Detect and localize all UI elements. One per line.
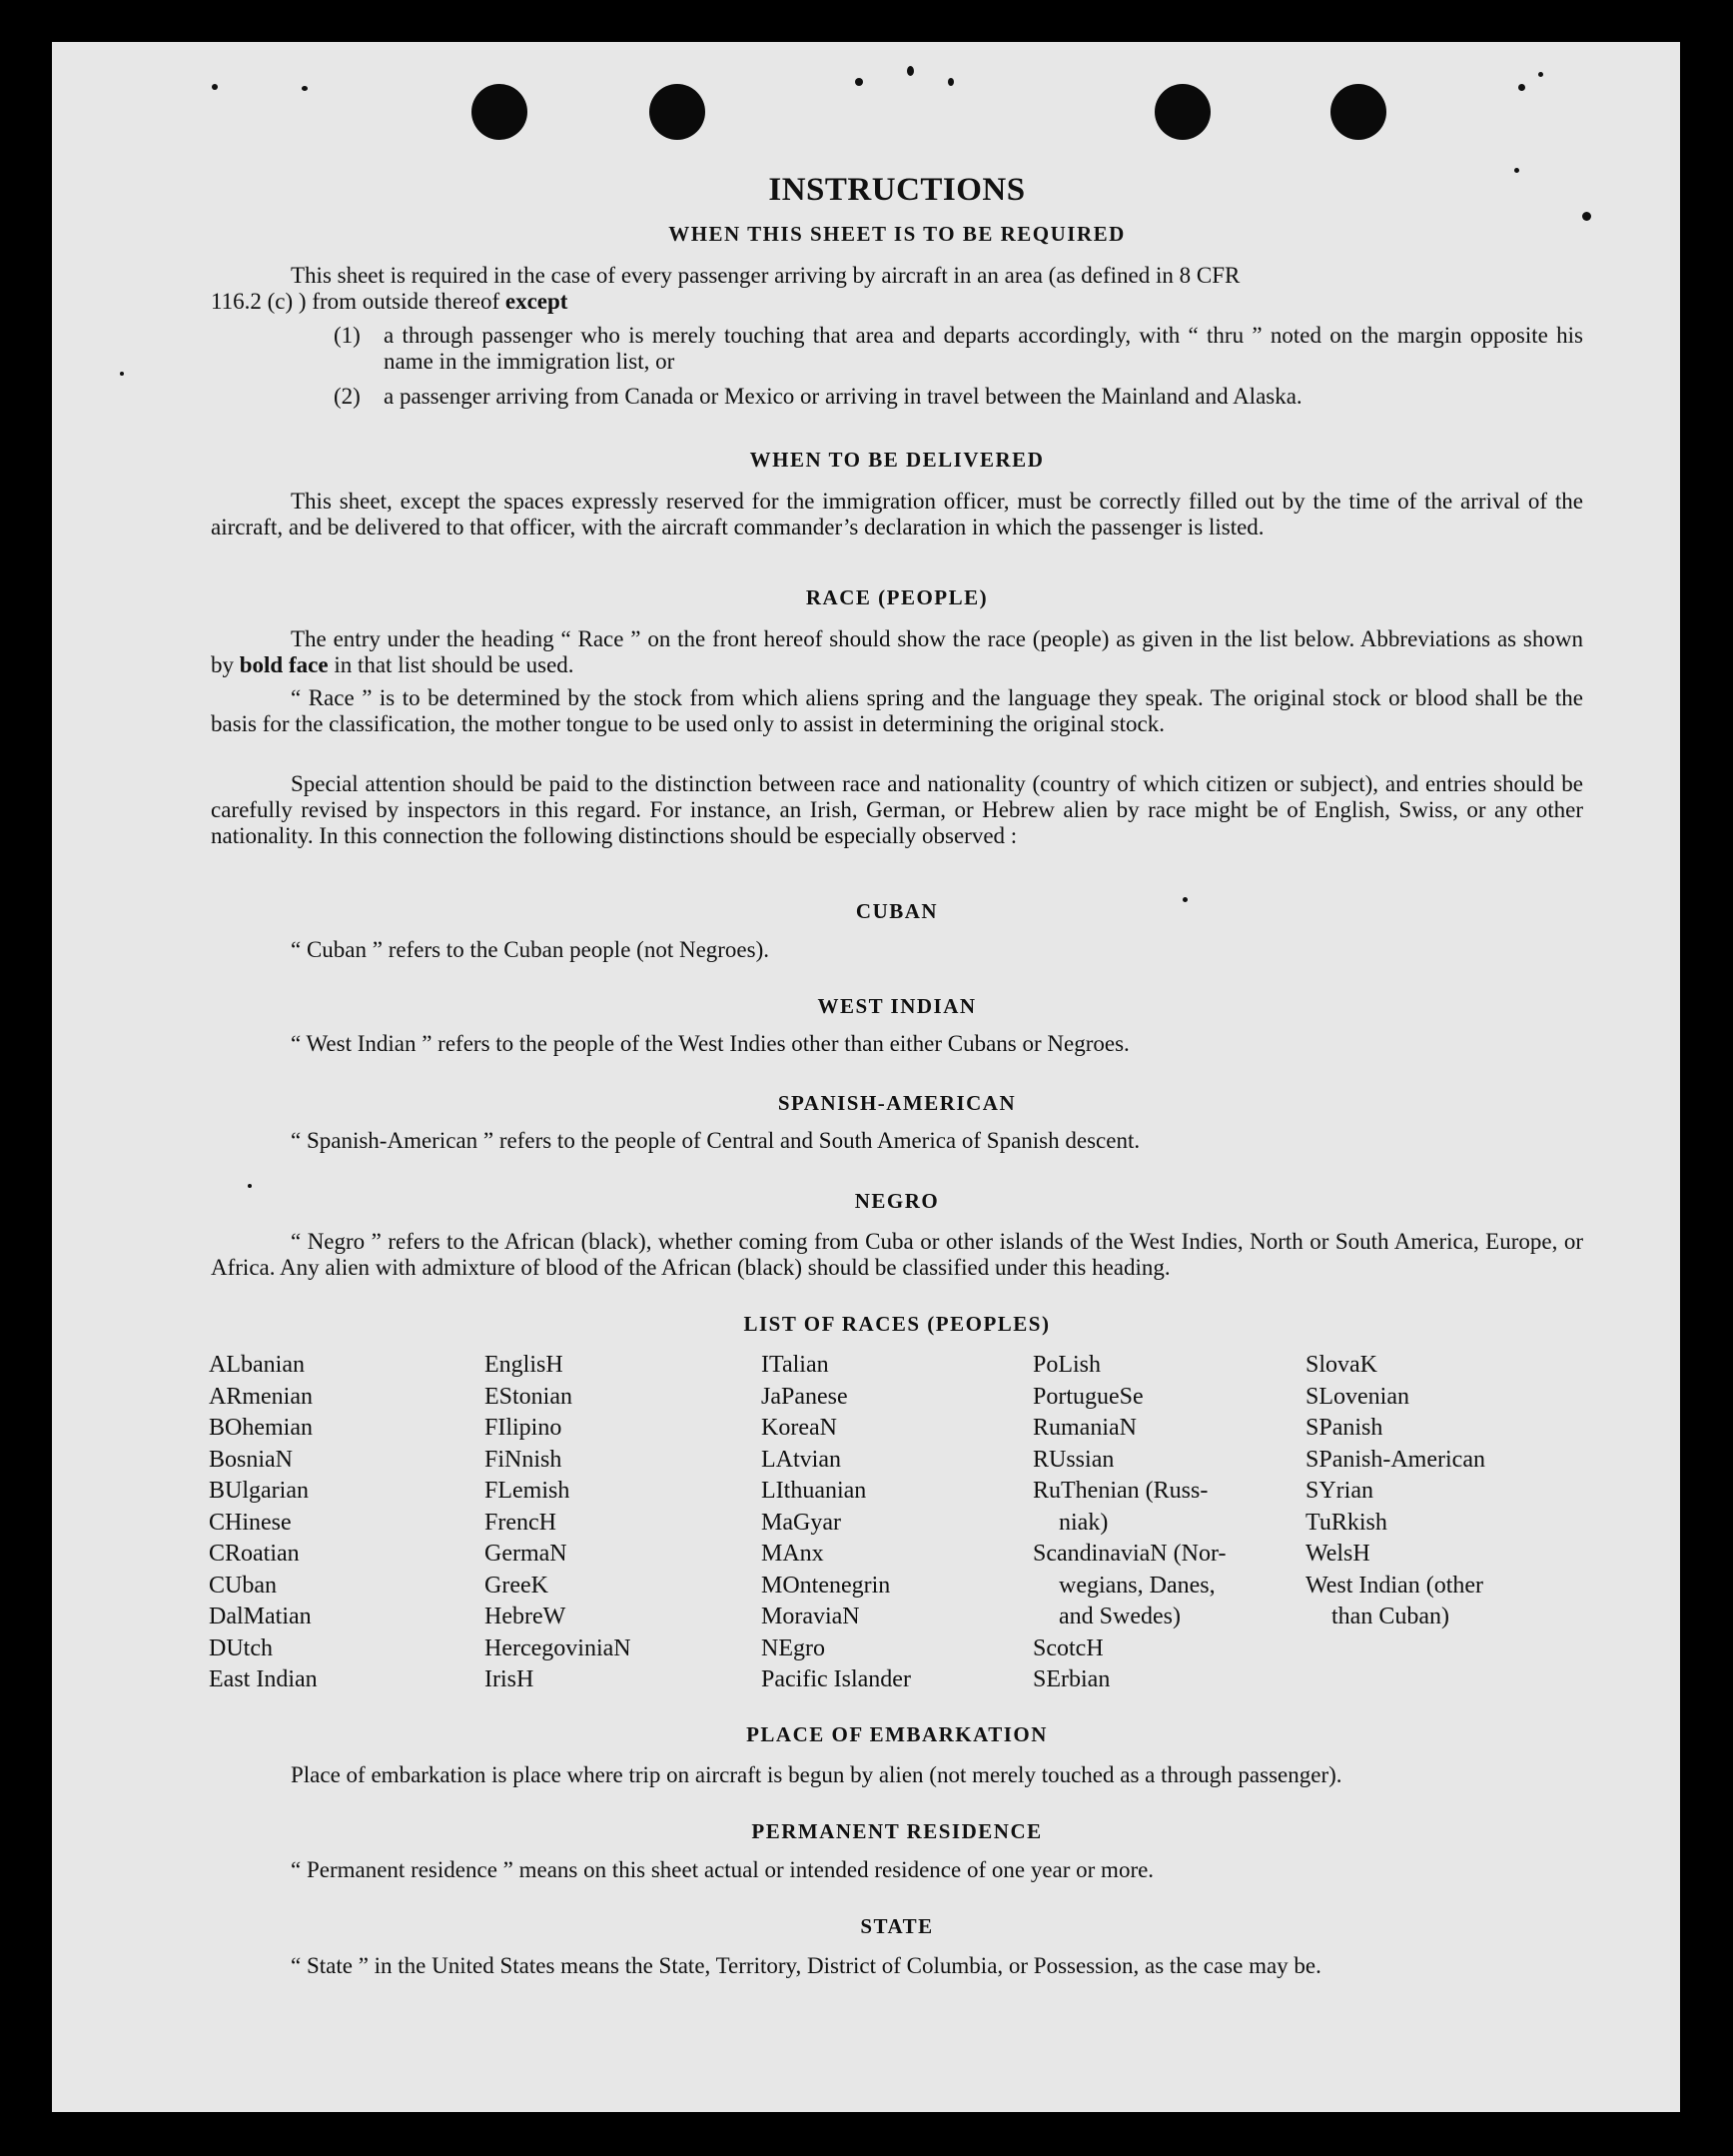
race-entry: DUtch — [209, 1634, 273, 1661]
race-entry: than Cuban) — [1331, 1604, 1449, 1629]
race-entry: SPanish-American — [1305, 1446, 1485, 1473]
race-entry: LAtvian — [761, 1446, 841, 1473]
race-entry: EStonian — [484, 1383, 572, 1410]
scan-speck — [302, 86, 308, 91]
race-entry: West Indian (other — [1305, 1572, 1484, 1599]
heading-spanish-american: SPANISH-AMERICAN — [777, 1091, 1017, 1115]
race-entry: BOhemian — [209, 1415, 313, 1441]
paragraph-state: “ State ” in the United States means the State, Territory, District of Columbia, or Possession, as the case may be. — [291, 1953, 1321, 1978]
page-title: INSTRUCTIONS — [768, 172, 1026, 208]
scan-speck — [120, 372, 124, 376]
race-entry: FiNnish — [484, 1446, 562, 1473]
heading-race: RACE (PEOPLE) — [805, 585, 989, 609]
race-entry: GreeK — [484, 1572, 548, 1599]
race-entry: PortugueSe — [1033, 1383, 1144, 1410]
paragraph-residence: “ Permanent residence ” means on this sheet actual or intended residence of one year or more. — [291, 1857, 1155, 1882]
race-entry: SLovenian — [1305, 1383, 1409, 1410]
heading-state: STATE — [860, 1914, 934, 1938]
race-entry: SYrian — [1305, 1478, 1373, 1504]
race-entry: ScotcH — [1033, 1634, 1104, 1661]
exception-item-2: (2) a passenger arriving from Canada or Mexico or arriving in travel between the Mainland and Alaska. — [334, 384, 1302, 409]
race-entry: RUssian — [1033, 1446, 1115, 1473]
race-entry: NEgro — [761, 1634, 825, 1661]
race-entry: PoLish — [1033, 1352, 1102, 1378]
race-entry: MAnx — [761, 1541, 824, 1567]
paragraph-race-1: The entry under the heading “ Race ” on the front hereof should show the race (people) as given in the list below. Abbreviations as shown by bold face in that list should be used. — [211, 626, 1583, 677]
race-entry: MOntenegrin — [761, 1572, 891, 1599]
race-entry: MoraviaN — [761, 1604, 860, 1629]
exception-item-1: (1) a through passenger who is merely touching that area and departs accordingly, with “ thru ” noted on the margin opposite his name in the immigration list, or — [334, 323, 1583, 374]
race-entry: DalMatian — [209, 1604, 312, 1629]
race-column-1 — [209, 1350, 318, 1696]
race-entry: SErbian — [1033, 1666, 1111, 1692]
paragraph-negro: “ Negro ” refers to the African (black), whether coming from Cuba or other islands of the West Indies, North or South America, Europe, or Africa. Any alien with admixture of blood of the African (black) should be classified under this heading. — [211, 1229, 1583, 1280]
scan-speck — [1518, 84, 1525, 91]
paragraph-embarkation: Place of embarkation is place where trip on aircraft is begun by alien (not merely touched as a through passenger). — [291, 1762, 1342, 1787]
race-entry: BosniaN — [209, 1446, 293, 1473]
race-entry: KoreaN — [761, 1415, 837, 1441]
paragraph-race-3: Special attention should be paid to the distinction between race and nationality (country of which citizen or subject), and entries should be carefully revised by inspectors in this regard. For instance, an Irish, German, or Hebrew alien by race might be of English, Swiss, or any other nationality. In this connection the following distinctions should be especially observed : — [211, 771, 1583, 848]
race-entry: ALbanian — [209, 1352, 305, 1378]
scan-speck — [855, 78, 863, 86]
punch-hole-3 — [1155, 84, 1211, 140]
heading-when-required: WHEN THIS SHEET IS TO BE REQUIRED — [668, 222, 1126, 246]
heading-residence: PERMANENT RESIDENCE — [751, 1819, 1043, 1843]
race-list — [211, 1350, 1583, 1699]
heading-cuban: CUBAN — [855, 899, 939, 923]
race-entry: FIlipino — [484, 1415, 562, 1441]
race-entry: FrencH — [484, 1509, 556, 1536]
race-entry: CUban — [209, 1572, 277, 1599]
race-entry: and Swedes) — [1059, 1604, 1181, 1629]
scan-speck — [1582, 212, 1591, 221]
heading-west-indian: WEST INDIAN — [817, 994, 977, 1018]
document-page — [52, 42, 1680, 2112]
heading-list-of-races: LIST OF RACES (PEOPLES) — [743, 1312, 1051, 1336]
heading-negro: NEGRO — [854, 1189, 940, 1213]
paragraph-when-required: This sheet is required in the case of every passenger arriving by aircraft in an area (as defined in 8 CFR 116.2 (c) ) from outside thereof except — [211, 263, 1241, 314]
scan-speck — [248, 1184, 252, 1188]
punch-hole-1 — [471, 84, 527, 140]
punch-hole-4 — [1330, 84, 1386, 140]
race-column-2 — [484, 1350, 631, 1696]
race-column-5 — [1305, 1350, 1485, 1633]
race-entry: ScandinaviaN (Nor- — [1033, 1541, 1227, 1567]
race-entry: MaGyar — [761, 1509, 841, 1536]
race-entry: East Indian — [209, 1666, 318, 1692]
race-entry: Pacific Islander — [761, 1666, 911, 1692]
race-entry: GermaN — [484, 1541, 567, 1567]
race-entry: RumaniaN — [1033, 1415, 1137, 1441]
race-entry: niak) — [1059, 1509, 1109, 1536]
heading-when-delivered: WHEN TO BE DELIVERED — [749, 448, 1045, 472]
race-entry: wegians, Danes, — [1059, 1572, 1216, 1599]
race-entry: ITalian — [761, 1352, 829, 1378]
race-entry: TuRkish — [1305, 1509, 1387, 1536]
paragraph-cuban: “ Cuban ” refers to the Cuban people (not Negroes). — [291, 937, 770, 962]
race-entry: IrisH — [484, 1666, 534, 1692]
race-entry: EnglisH — [484, 1352, 563, 1378]
race-entry: HebreW — [484, 1604, 566, 1629]
race-entry: CHinese — [209, 1509, 292, 1536]
race-entry: RuThenian (Russ- — [1033, 1478, 1209, 1504]
race-entry: CRoatian — [209, 1541, 300, 1567]
race-column-4 — [1033, 1350, 1226, 1696]
heading-embarkation: PLACE OF EMBARKATION — [746, 1722, 1048, 1746]
scan-speck — [907, 66, 914, 76]
scan-speck — [948, 78, 954, 86]
race-entry: LIthuanian — [761, 1478, 867, 1504]
race-entry: JaPanese — [761, 1383, 848, 1410]
punch-hole-2 — [649, 84, 705, 140]
race-entry: FLemish — [484, 1478, 570, 1504]
race-entry: SlovaK — [1305, 1352, 1377, 1378]
race-column-3 — [761, 1350, 911, 1696]
paragraph-when-delivered: This sheet, except the spaces expressly reserved for the immigration officer, must be correctly filled out by the time of the arrival of the aircraft, and be delivered to that officer, with the aircraft commander’s declaration in which the passenger is listed. — [211, 489, 1583, 539]
race-entry: SPanish — [1305, 1415, 1383, 1441]
scan-speck — [212, 84, 218, 90]
race-entry: BUlgarian — [209, 1478, 309, 1504]
race-entry: HercegoviniaN — [484, 1634, 631, 1661]
paragraph-west-indian: “ West Indian ” refers to the people of the West Indies other than either Cubans or Negroes. — [291, 1031, 1130, 1056]
paragraph-spanish-american: “ Spanish-American ” refers to the people of Central and South America of Spanish descent. — [291, 1128, 1141, 1153]
paragraph-race-2: “ Race ” is to be determined by the stock from which aliens spring and the language they speak. The original stock or blood shall be the basis for the classification, the mother tongue to be used only to assist in determining the original stock. — [211, 685, 1583, 736]
race-entry: ARmenian — [209, 1383, 313, 1410]
scan-speck — [1538, 72, 1543, 77]
race-entry: WelsH — [1305, 1541, 1370, 1567]
